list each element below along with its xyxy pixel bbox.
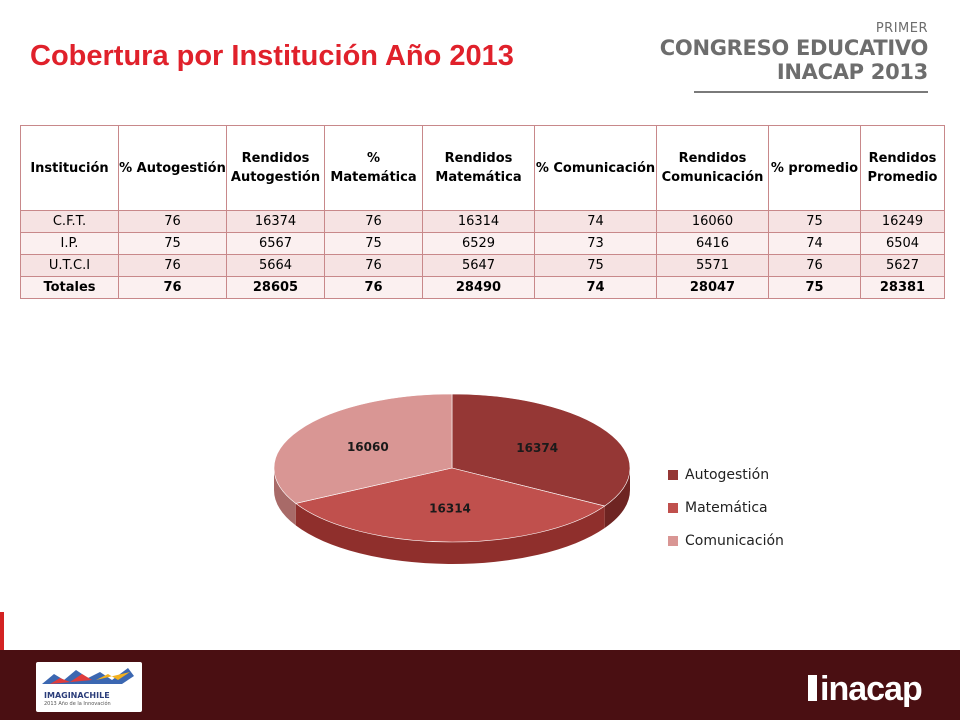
table-cell: 76 [119,255,227,277]
header-cell: Rendidos Promedio [861,126,945,211]
inacap-logo [808,670,922,709]
chart-legend [668,458,784,557]
table-cell: I.P. [21,233,119,255]
table-total-row [21,277,945,299]
header-cell: % Autogestión [119,126,227,211]
table-cell: 75 [535,255,657,277]
table-cell: 28490 [423,277,535,299]
legend-item [668,458,784,491]
legend-item [668,491,784,524]
table-row [21,211,945,233]
header-cell: % promedio [769,126,861,211]
congress-divider [694,91,928,93]
table-cell: 76 [325,255,423,277]
table-cell: 76 [119,211,227,233]
table-cell: 28605 [227,277,325,299]
congress-line-3: INACAP 2013 [776,60,928,84]
table-cell: C.F.T. [21,211,119,233]
congress-line-1: PRIMER [875,21,928,36]
slide-title: Cobertura por Institución Año 2013 [30,40,514,72]
table-cell: 5664 [227,255,325,277]
imagina-chile-tagline: 2013 Año de la Innovación [44,701,111,707]
table-cell: 76 [769,255,861,277]
congress-line-2: CONGRESO EDUCATIVO [659,36,928,60]
table-cell: 16249 [861,211,945,233]
table-cell: 74 [535,277,657,299]
pie-data-label: 16060 [346,440,389,455]
table-cell: 28381 [861,277,945,299]
legend-swatch [668,503,678,513]
table-cell: 6529 [423,233,535,255]
legend-swatch [668,470,678,480]
coverage-table [20,125,945,299]
table-cell: 16374 [227,211,325,233]
table-cell: 16060 [657,211,769,233]
table-cell: 75 [119,233,227,255]
legend-label: Matemática [685,499,768,516]
pie-chart [270,390,640,570]
legend-swatch [668,536,678,546]
table-cell: 5627 [861,255,945,277]
table-cell: 74 [769,233,861,255]
legend-label: Comunicación [685,532,784,549]
inacap-bar-icon [808,675,817,701]
table-cell: Totales [21,277,119,299]
table-cell: 6504 [861,233,945,255]
header-cell: Rendidos Matemática [423,126,535,211]
table-row [21,233,945,255]
table-cell: 75 [769,211,861,233]
pie-data-label: 16374 [516,440,559,455]
inacap-wordmark: inacap [820,670,922,708]
table-cell: 76 [325,277,423,299]
table-cell: 75 [325,233,423,255]
table-cell: 75 [769,277,861,299]
imagina-chile-name: IMAGINACHILE [44,691,110,700]
imagina-chile-logo [36,662,142,712]
imagina-chile-icon [36,662,142,692]
header-cell: Institución [21,126,119,211]
table-header-row [21,126,945,211]
pie-data-label: 16314 [429,501,471,516]
legend-item [668,524,784,557]
header-cell: Rendidos Comunicación [657,126,769,211]
table-cell: U.T.C.I [21,255,119,277]
table-cell: 76 [325,211,423,233]
table-cell: 74 [535,211,657,233]
table-cell: 16314 [423,211,535,233]
header-cell: % Matemática [325,126,423,211]
table-cell: 5647 [423,255,535,277]
table-cell: 6416 [657,233,769,255]
table-cell: 28047 [657,277,769,299]
header-cell: Rendidos Autogestión [227,126,325,211]
congress-logo [660,22,928,84]
table-cell: 73 [535,233,657,255]
header-cell: % Comunicación [535,126,657,211]
table-row [21,255,945,277]
legend-label: Autogestión [685,466,770,483]
table-cell: 6567 [227,233,325,255]
table-cell: 5571 [657,255,769,277]
table-cell: 76 [119,277,227,299]
